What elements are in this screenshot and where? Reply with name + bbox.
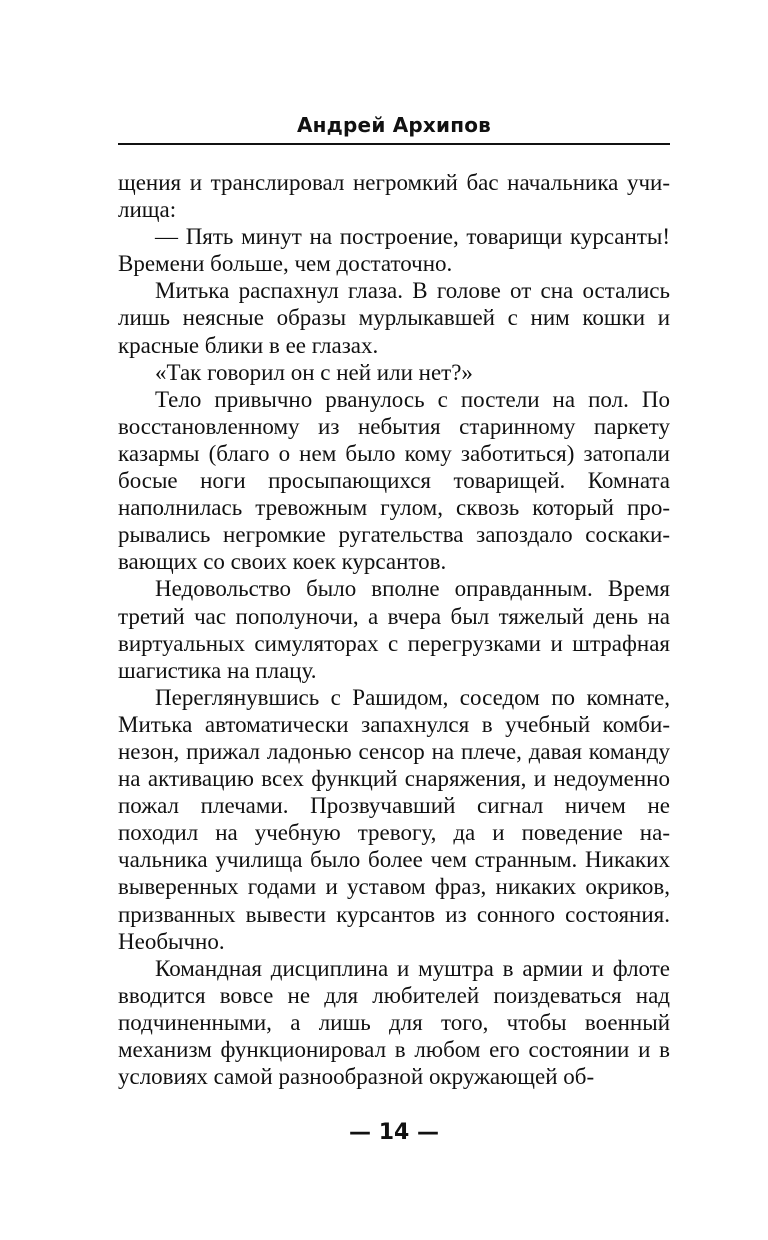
paragraph: Митька распахнул глаза. В голове от сна остались лишь неясные образы мурлыкавшей с ним кошки и красные блики в ее глазах.	[118, 278, 670, 358]
header-rule	[118, 143, 670, 145]
body-text	[118, 169, 670, 1090]
paragraph: Тело привычно рванулось с постели на пол. По восстановленному из небытия старинному паркету казармы (благо о нем было кому заботиться) затопали босые ноги просыпающихся товарищей. Комната наполнилась тревожным гулом, сквозь который прорывались негромкие ругательства запоздало соскакивающих со своих коек курсантов.	[118, 386, 670, 575]
paragraph-continuation: щения и транслировал негромкий бас начальника училища:	[118, 170, 670, 223]
page-number: — 14 —	[349, 1120, 439, 1145]
running-head-author: Андрей Архипов	[296, 113, 492, 137]
paragraph: Недовольство было вполне оправданным. Время третий час пополуночи, а вчера был тяжелый день на виртуальных симуляторах с перегрузками и штрафная шагистика на плацу.	[118, 576, 670, 683]
paragraph: Переглянувшись с Рашидом, соседом по комнате, Митька автоматически запахнулся в учебный комбинезон, прижал ладонью сенсор на плече, давая команду на активацию всех функций снаряжения, и недоуменно пожал плечами. Прозвучавший сигнал ничем не походил на учебную тревогу, да и поведение начальника училища было более чем странным. Никаких выверенных годами и уставом фраз, никаких окриков, призванных вывести курсантов из сонного состояния. Необычно.	[118, 684, 670, 954]
paragraph: Командная дисциплина и муштра в армии и флоте вводится вовсе не для любителей поиздеваться над подчиненными, а лишь для того, чтобы военный механизм функционировал в любом его состоянии и в условиях самой разнообразной окружающей об-	[118, 955, 670, 1090]
paragraph-dialogue: — Пять минут на построение, товарищи курсанты! Времени больше, чем достаточно.	[118, 224, 670, 277]
paragraph-thought: «Так говорил он с ней или нет?»	[155, 359, 473, 385]
